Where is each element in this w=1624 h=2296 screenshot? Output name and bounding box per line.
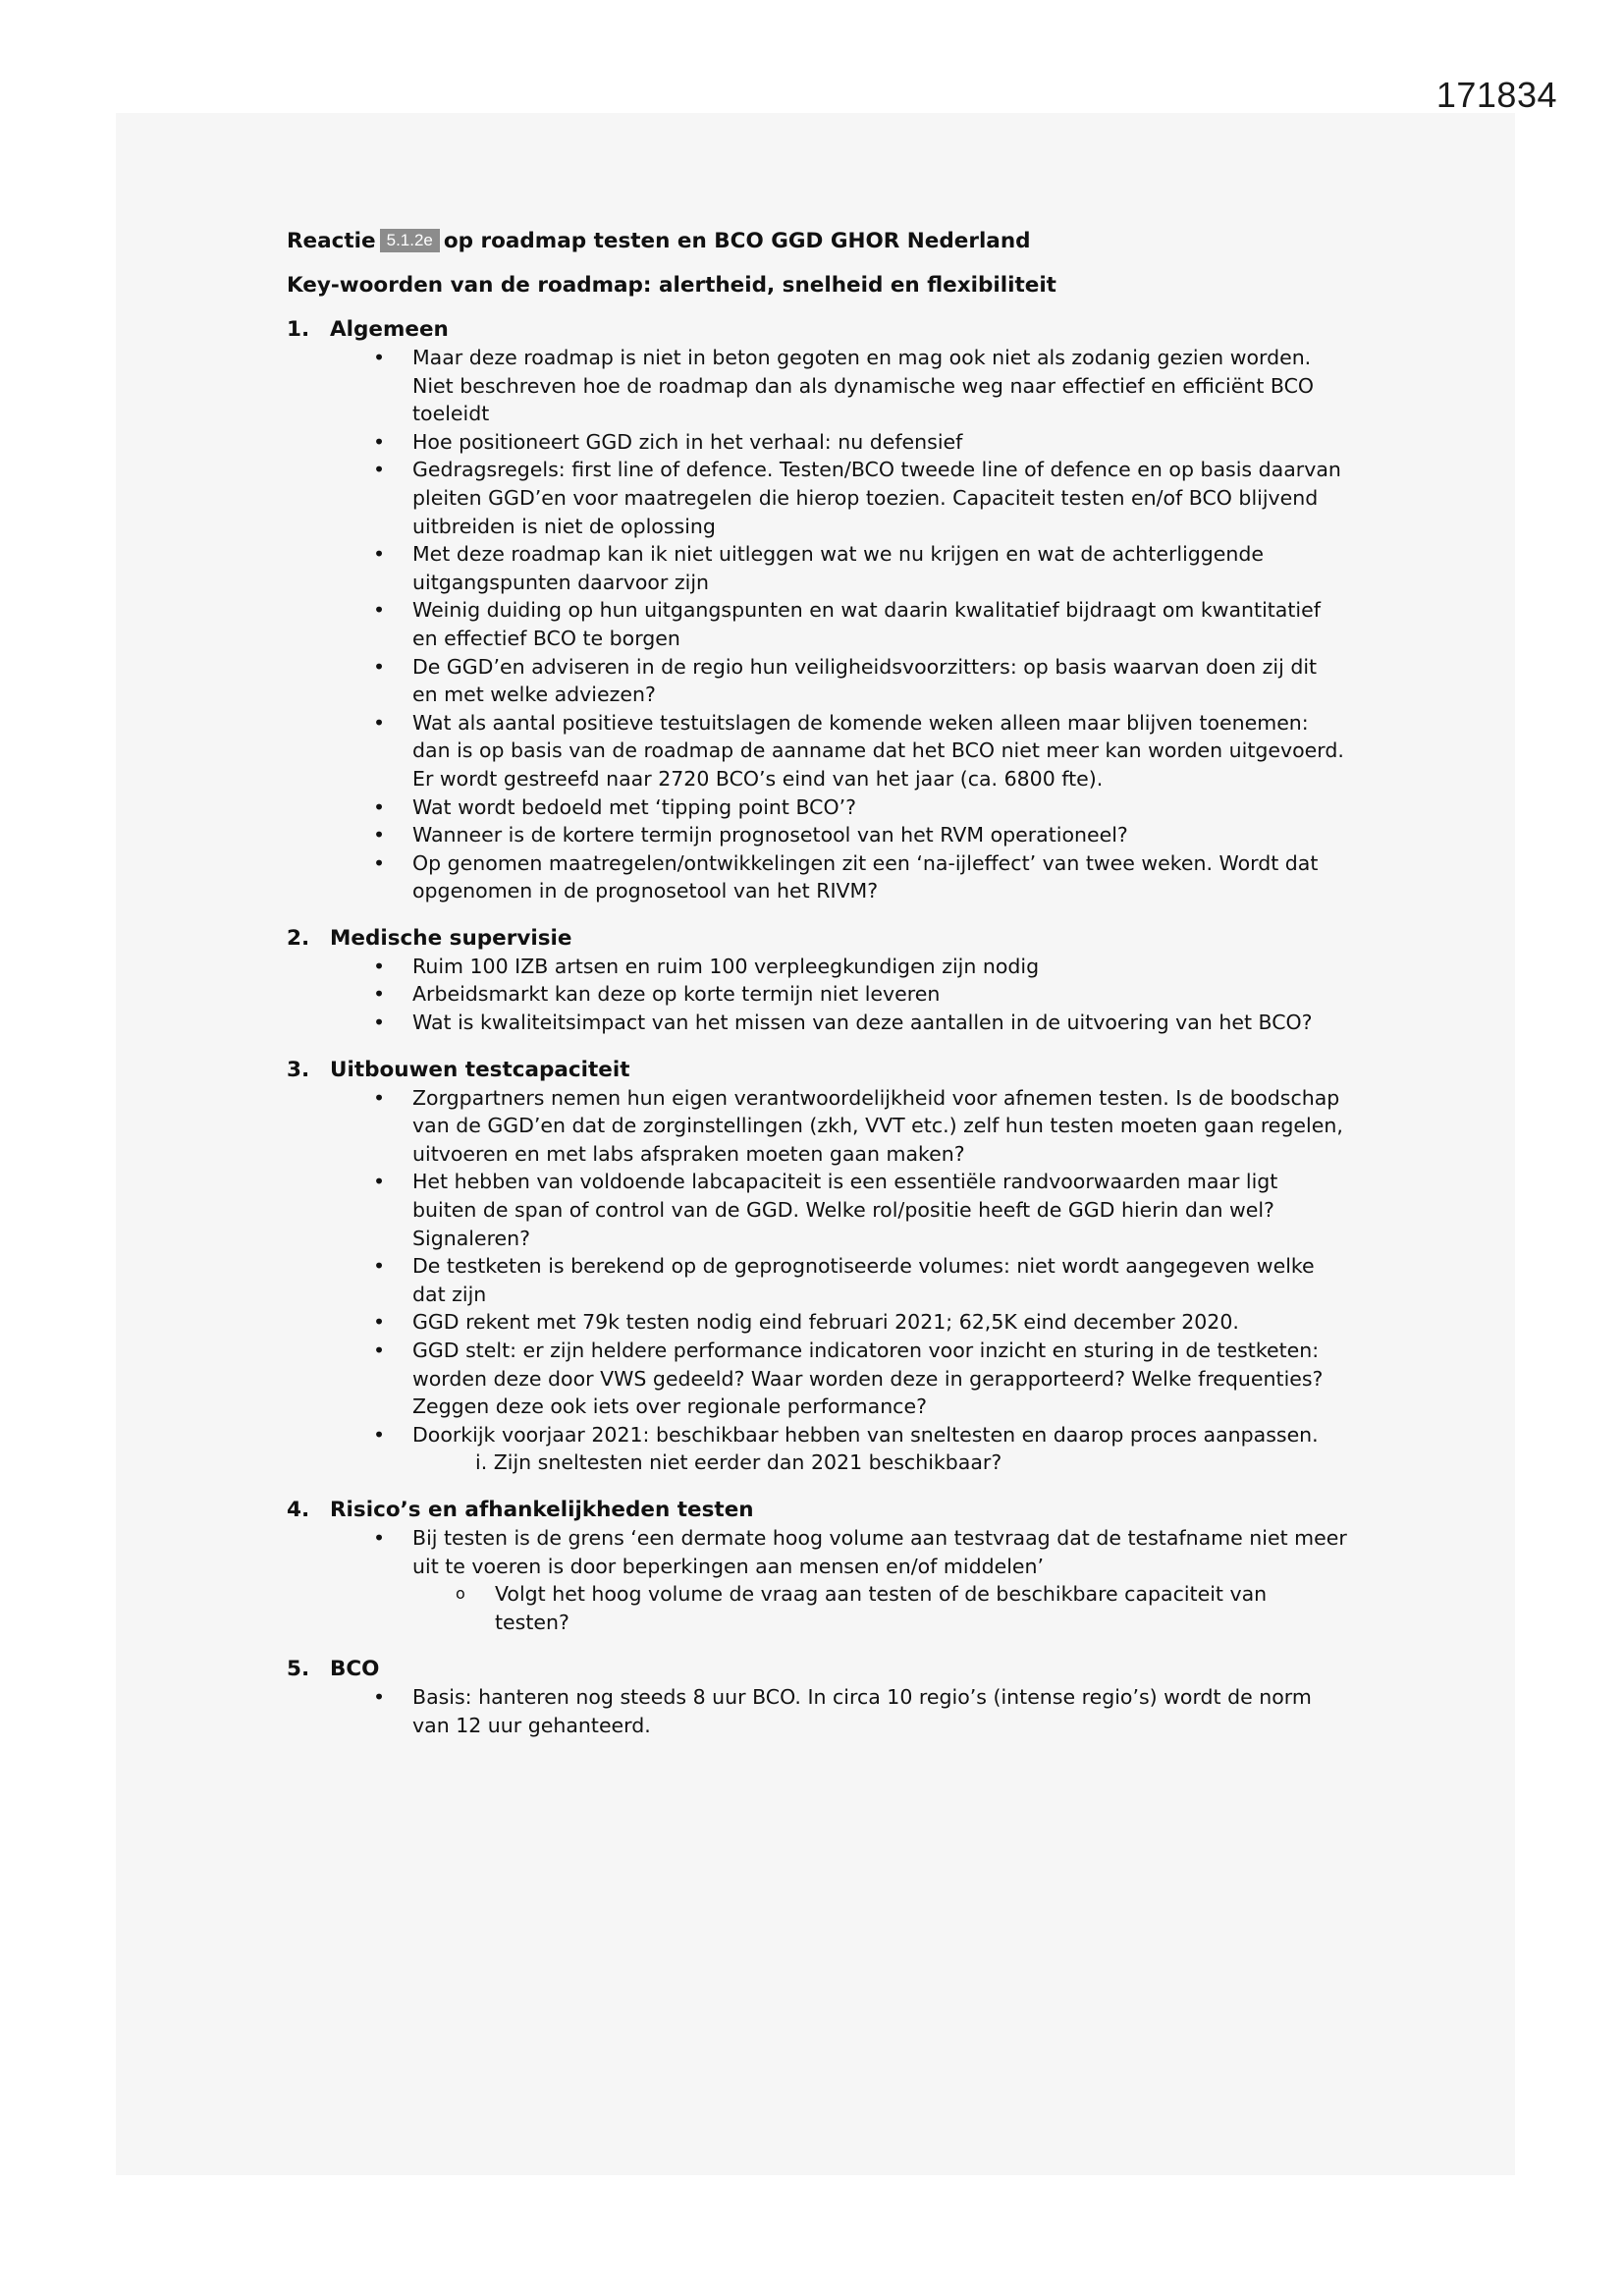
list-item (373, 953, 1347, 981)
list-item-text: • Ruim 100 IZB artsen en ruim 100 verpleegkundigen zijn nodig (412, 954, 1040, 978)
list-item-text: • Het hebben van voldoende labcapaciteit is een essentiële randvoorwaarden maar ligt buiten de span of control van de GGD. Welke rol/positie heeft de GGD hierin dan wel? Signaleren? (412, 1170, 1278, 1250)
list-item (373, 1084, 1347, 1169)
sub-list-item-text: o Volgt het hoog volume de vraag aan testen of de beschikbare capaciteit van testen? (495, 1582, 1268, 1634)
list-item-text: • Doorkijk voorjaar 2021: beschikbaar hebben van sneltesten en daarop proces aanpassen. (412, 1422, 1319, 1447)
list-item-text: • Bij testen is de grens ‘een dermate hoog volume aan testvraag dat de testafname niet meer uit te voeren is door beperkingen aan mensen en/of middelen’ (412, 1525, 1347, 1578)
list-item-text: • Wat is kwaliteitsimpact van het missen van deze aantallen in de uitvoering van het BCO? (412, 1011, 1313, 1035)
section-risicos-afhankelijkheden (287, 1497, 1347, 1636)
section-title: Risico’s en afhankelijkheden testen (330, 1497, 754, 1522)
section-bco (287, 1656, 1347, 1739)
title-suffix: op roadmap testen en BCO GGD GHOR Nederland (443, 229, 1031, 253)
document-body (287, 228, 1347, 1760)
section-number: 3. (287, 1057, 310, 1082)
list-item (373, 1009, 1347, 1037)
list-item (373, 344, 1347, 428)
list-item (373, 653, 1347, 709)
list-item (373, 456, 1347, 540)
section-title: BCO (330, 1657, 380, 1682)
list-item (373, 428, 1347, 457)
list-item-text: • Wanneer is de kortere termijn prognosetool van het RVM operationeel? (412, 823, 1128, 847)
list-item (373, 1421, 1347, 1477)
section-medische-supervisie (287, 925, 1347, 1037)
list-item-text: Niet beschreven hoe de roadmap dan als dynamische weg naar effectief en efficiënt BCO toeleidt (412, 373, 1315, 426)
redaction-stamp: 5.1.2e (380, 229, 440, 252)
list-item-text: • Met deze roadmap kan ik niet uitleggen wat we nu krijgen en wat de achterliggende uitgangspunten daarvoor zijn (412, 542, 1265, 594)
section-heading (287, 316, 1347, 344)
section-number: 2. (287, 925, 310, 951)
list-item-text: • Op genomen maatregelen/ontwikkelingen zit een ‘na-ijleffect’ van twee weken. Wordt dat opgenomen in de prognosetool van het RIVM? (412, 850, 1319, 903)
section-number: 4. (287, 1497, 310, 1522)
sub-bullet-list (412, 1580, 1347, 1636)
list-item-text: • Hoe positioneert GGD zich in het verhaal: nu defensief (412, 429, 963, 454)
list-item-text: • Arbeidsmarkt kan deze op korte termijn niet leveren (412, 982, 941, 1007)
list-item-text: • De testketen is berekend op de geprognotiseerde volumes: niet wordt aangegeven welke dat zijn (412, 1254, 1315, 1306)
list-item-text: • GGD rekent met 79k testen nodig eind februari 2021; 62,5K eind december 2020. (412, 1310, 1239, 1335)
list-item-text: • GGD stelt: er zijn heldere performance indicatoren voor inzicht en sturing in de testketen: worden deze door VWS gedeeld? Waar worden deze in gerapporteerd? Welke frequenties? Zeggen deze ook iets over regionale performance? (412, 1339, 1324, 1419)
list-item (373, 596, 1347, 652)
list-item (373, 1337, 1347, 1421)
list-item (373, 980, 1347, 1009)
list-item (373, 849, 1347, 905)
list-item-text: • Weinig duiding op hun uitgangspunten en wat daarin kwalitatief bijdraagt om kwantitatief en effectief BCO te borgen (412, 598, 1321, 650)
bullet-list (287, 1683, 1347, 1739)
bullet-list (287, 1524, 1347, 1636)
section-heading (287, 1497, 1347, 1524)
bullet-list (287, 953, 1347, 1037)
list-item (373, 709, 1347, 793)
document-subtitle: Key-woorden van de roadmap: alertheid, snelheid en flexibiliteit (287, 273, 1056, 298)
list-item-text: • De GGD’en adviseren in de regio hun veiligheidsvoorzitters: op basis waarvan doen zij dit en met welke adviezen? (412, 654, 1318, 707)
list-item (373, 1308, 1347, 1337)
section-algemeen (287, 316, 1347, 905)
list-item (373, 1524, 1347, 1636)
section-heading (287, 1656, 1347, 1683)
section-title: Algemeen (330, 317, 449, 342)
list-item (373, 1252, 1347, 1308)
list-item (373, 821, 1347, 849)
section-heading (287, 1057, 1347, 1084)
sub-list-item (452, 1580, 1347, 1636)
section-title: Medische supervisie (330, 925, 572, 951)
section-heading (287, 925, 1347, 953)
section-number: 1. (287, 317, 310, 342)
bullet-list (287, 344, 1347, 905)
section-number: 5. (287, 1657, 310, 1682)
list-item-text: • Zorgpartners nemen hun eigen verantwoordelijkheid voor afnemen testen. Is de boodschap van de GGD’en dat de zorginstellingen (zkh, VVT etc.) zelf hun testen moeten gaan regelen, uitvoeren en met labs afspraken moeten gaan maken? (412, 1085, 1343, 1166)
list-item-text: • Gedragsregels: first line of defence. Testen/BCO tweede line of defence en op basis daarvan pleiten GGD’en voor maatregelen die hierop toezien. Capaciteit testen en/of BCO blijvend uitbreiden is niet de oplossing (412, 458, 1341, 538)
list-item (373, 540, 1347, 596)
section-uitbouwen-testcapaciteit (287, 1057, 1347, 1477)
title-prefix: Reactie (287, 229, 376, 253)
document-title (287, 228, 1347, 255)
list-item (373, 793, 1347, 822)
list-item-text: • Maar deze roadmap is niet in beton gegoten en mag ook niet als zodanig gezien worden. (412, 346, 1312, 369)
list-item-text: • Wat wordt bedoeld met ‘tipping point BCO’? (412, 794, 857, 819)
list-item (373, 1683, 1347, 1739)
list-item-text: • Wat als aantal positieve testuitslagen de komende weken alleen maar blijven toenemen: dan is op basis van de roadmap de aanname dat het BCO niet meer kan worden uitgevoerd. Er wordt gestreefd naar 2720 BCO’s eind van het jaar (ca. 6800 fte). (412, 710, 1344, 791)
bullet-list (287, 1084, 1347, 1477)
list-item-text: • Basis: hanteren nog steeds 8 uur BCO. In circa 10 regio’s (intense regio’s) wordt de norm van 12 uur gehanteerd. (412, 1685, 1312, 1737)
list-item (373, 1168, 1347, 1252)
document-id: 171834 (1435, 75, 1557, 115)
section-title: Uitbouwen testcapaciteit (330, 1057, 630, 1082)
sub-numbered-item: i. Zijn sneltesten niet eerder dan 2021 beschikbaar? (475, 1450, 1002, 1475)
